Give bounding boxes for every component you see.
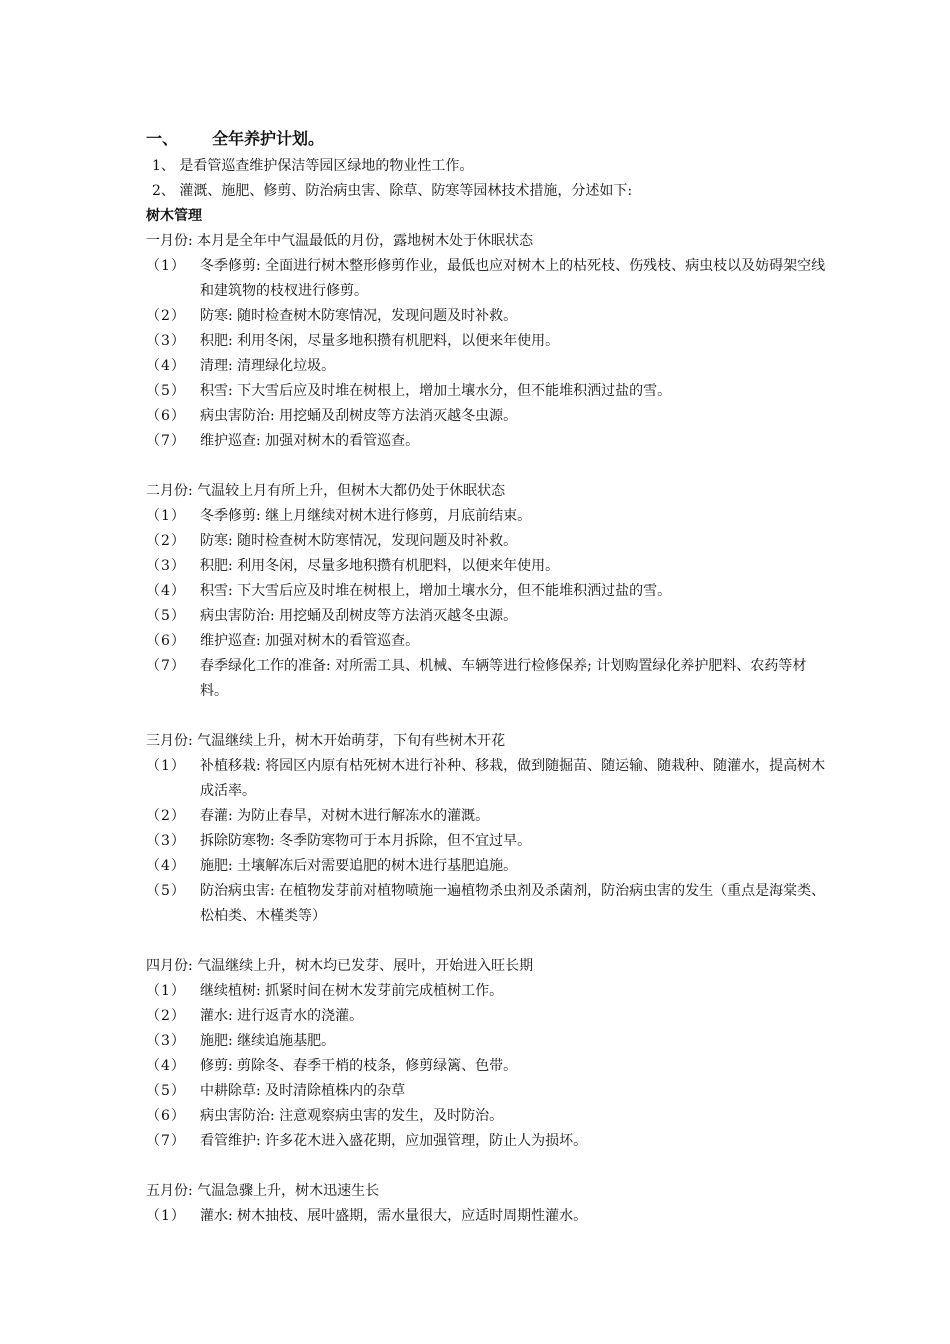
item-marker: （7） [146,658,186,674]
page-title [146,124,826,154]
item-marker: （2） [146,1008,186,1024]
item-text: 修剪: 剪除冬、春季干梢的枝条，修剪绿篱、色带。 [200,1058,518,1074]
month-section [146,954,826,1154]
list-item [146,1079,826,1104]
item-marker: （2） [146,308,186,324]
list-item [146,829,826,854]
item-marker: （3） [146,833,186,849]
heading-number: 一、 [146,129,179,148]
list-item [146,254,826,304]
item-text: 灌水: 树木抽枝、展叶盛期，需水量很大，应适时周期性灌水。 [200,1208,588,1224]
item-text: 维护巡查: 加强对树木的看管巡查。 [200,633,420,649]
item-text: 防寒: 随时检查树木防寒情况，发现问题及时补救。 [200,533,518,549]
section-spacer [146,704,826,729]
list-item [146,879,826,929]
item-text: 维护巡查: 加强对树木的看管巡查。 [200,433,420,449]
item-marker: （6） [146,633,186,649]
list-item [146,804,826,829]
item-text: 看管维护: 许多花木进入盛花期，应加强管理，防止人为损坏。 [200,1133,588,1149]
item-marker: （2） [146,808,186,824]
item-marker: （1） [146,983,186,999]
item-text: 病虫害防治: 注意观察病虫害的发生，及时防治。 [200,1108,504,1124]
item-marker: （4） [146,858,186,874]
month-section [146,729,826,929]
intro-line: 1、 是看管巡查维护保洁等园区绿地的物业性工作。 [152,158,474,174]
list-item [146,1054,826,1079]
item-text: 继续植树: 抓紧时间在树木发芽前完成植树工作。 [200,983,504,999]
list-item [146,404,826,429]
list-item [146,979,826,1004]
section-spacer [146,1154,826,1179]
item-text: 积肥: 利用冬闲，尽量多地积攒有机肥料，以便来年使用。 [200,558,560,574]
month-title: 四月份: 气温继续上升，树木均已发芽、展叶，开始进入旺长期 [146,958,534,974]
item-marker: （4） [146,583,186,599]
month-title: 五月份: 气温急骤上升，树木迅速生长 [146,1183,380,1199]
item-text: 积肥: 利用冬闲，尽量多地积攒有机肥料，以便来年使用。 [200,333,560,349]
month-title: 一月份: 本月是全年中气温最低的月份，露地树木处于休眠状态 [146,233,534,249]
item-text: 拆除防寒物: 冬季防寒物可于本月拆除，但不宜过早。 [200,833,532,849]
item-text: 灌水: 进行返青水的浇灌。 [200,1008,364,1024]
item-marker: （2） [146,533,186,549]
item-marker: （3） [146,558,186,574]
list-item [146,379,826,404]
item-marker: （7） [146,433,186,449]
list-item [146,654,826,704]
item-marker: （1） [146,1208,186,1224]
item-marker: （5） [146,883,186,899]
item-marker: （4） [146,358,186,374]
month-list [146,229,826,1229]
list-item [146,329,826,354]
item-text: 冬季修剪: 全面进行树木整形修剪作业，最低也应对树木上的枯死枝、伤残枝、病虫枝以及妨碍架空线和建筑物的枝杈进行修剪。 [200,258,826,299]
list-item [146,529,826,554]
item-text: 春季绿化工作的准备: 对所需工具、机械、车辆等进行检修保养; 计划购置绿化养护肥料、农药等材料。 [200,658,807,699]
section-title: 树木管理 [146,208,202,224]
month-section [146,229,826,454]
item-marker: （7） [146,1133,186,1149]
item-marker: （5） [146,383,186,399]
list-item [146,304,826,329]
item-text: 病虫害防治: 用挖蛹及刮树皮等方法消灭越冬虫源。 [200,408,518,424]
section-spacer [146,454,826,479]
item-text: 防治病虫害: 在植物发芽前对植物喷施一遍植物杀虫剂及杀菌剂，防治病虫害的发生（重点是海棠类、松柏类、木槿类等） [200,883,826,924]
item-text: 清理: 清理绿化垃圾。 [200,358,336,374]
item-text: 施肥: 继续追施基肥。 [200,1033,336,1049]
item-text: 施肥: 土壤解冻后对需要追肥的树木进行基肥追施。 [200,858,518,874]
list-item [146,604,826,629]
month-section [146,1179,826,1229]
list-item [146,1029,826,1054]
list-item [146,579,826,604]
list-item [146,1004,826,1029]
item-marker: （3） [146,1033,186,1049]
list-item [146,1129,826,1154]
item-marker: （6） [146,408,186,424]
item-marker: （1） [146,258,186,274]
list-item [146,504,826,529]
list-item [146,854,826,879]
item-marker: （5） [146,608,186,624]
list-item [146,429,826,454]
heading-text: 全年养护计划。 [212,129,325,148]
intro-line: 2、 灌溉、施肥、修剪、防治病虫害、除草、防寒等园林技术措施，分述如下: [152,183,633,199]
item-text: 中耕除草: 及时清除植株内的杂草 [200,1083,406,1099]
item-marker: （3） [146,333,186,349]
item-marker: （6） [146,1108,186,1124]
month-title: 三月份: 气温继续上升，树木开始萌芽，下旬有些树木开花 [146,733,506,749]
item-text: 春灌: 为防止春旱，对树木进行解冻水的灌溉。 [200,808,490,824]
item-marker: （4） [146,1058,186,1074]
item-marker: （5） [146,1083,186,1099]
item-text: 病虫害防治: 用挖蛹及刮树皮等方法消灭越冬虫源。 [200,608,518,624]
list-item [146,754,826,804]
item-text: 冬季修剪: 继上月继续对树木进行修剪，月底前结束。 [200,508,532,524]
month-section [146,479,826,704]
item-marker: （1） [146,758,186,774]
item-marker: （1） [146,508,186,524]
document-body [146,124,826,1229]
item-text: 防寒: 随时检查树木防寒情况，发现问题及时补救。 [200,308,518,324]
item-text: 积雪: 下大雪后应及时堆在树根上，增加土壤水分，但不能堆积洒过盐的雪。 [200,383,672,399]
list-item [146,354,826,379]
list-item [146,554,826,579]
section-spacer [146,929,826,954]
list-item [146,629,826,654]
item-text: 积雪: 下大雪后应及时堆在树根上，增加土壤水分，但不能堆积洒过盐的雪。 [200,583,672,599]
item-text: 补植移栽: 将园区内原有枯死树木进行补种、移栽，做到随掘苗、随运输、随栽种、随灌水，提高树木成活率。 [200,758,826,799]
month-title: 二月份: 气温较上月有所上升，但树木大都仍处于休眠状态 [146,483,506,499]
list-item [146,1104,826,1129]
list-item [146,1204,826,1229]
